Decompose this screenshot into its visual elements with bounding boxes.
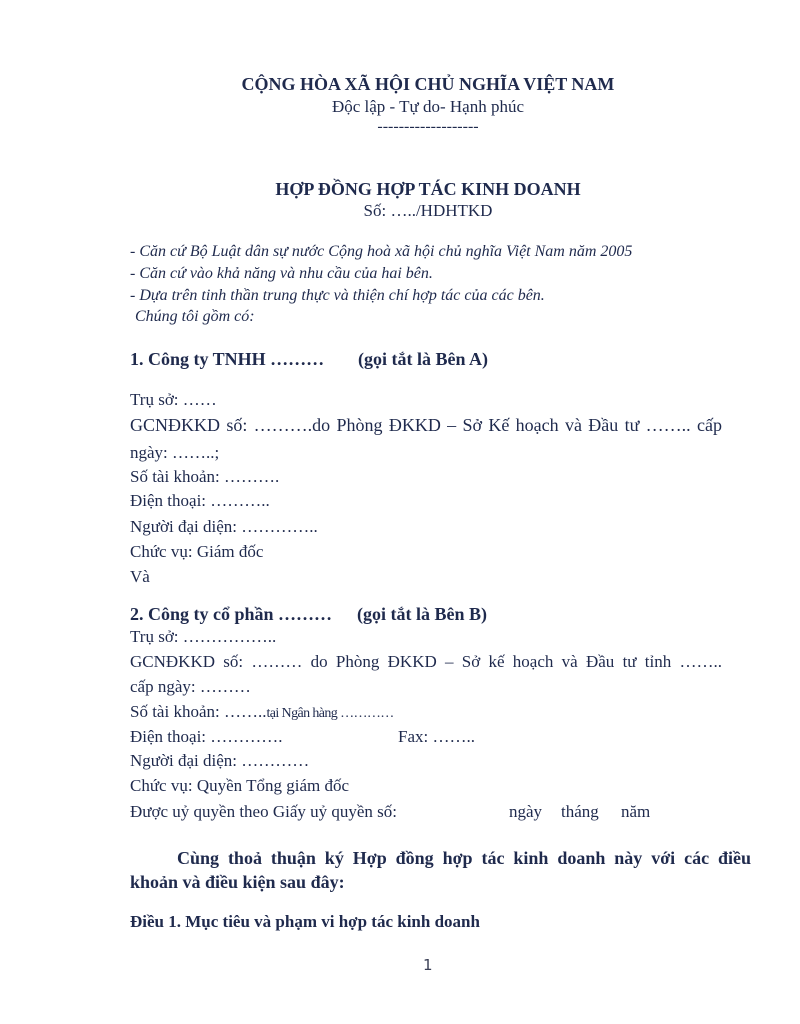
party-b-license: GCNĐKKD số: ……… do Phòng ĐKKD – Sở kế hoạch và Đầu tư tỉnh ……..	[130, 652, 722, 671]
party-b-phone: Điện thoại: ………….	[130, 727, 283, 746]
party-b-alias: (gọi tắt là Bên B)	[357, 604, 487, 624]
article-1-heading: Điều 1. Mục tiêu và phạm vi hợp tác kinh doanh	[130, 912, 480, 931]
party-a-address: Trụ sở: ……	[130, 390, 217, 409]
party-b-fax: Fax: ……..	[398, 727, 475, 746]
party-b-license-date: cấp ngày: ………	[130, 677, 251, 696]
party-a-license-date: ngày: ……..;	[130, 443, 220, 462]
party-a-alias: (gọi tắt là Bên A)	[358, 349, 488, 369]
agreement-line-2: khoản và điều kiện sau đây:	[130, 872, 345, 892]
agreement-line-1: Cùng thoả thuận ký Hợp đồng hợp tác kinh doanh này với các điều	[177, 848, 751, 868]
conjunction-and: Và	[130, 567, 150, 586]
preamble-item: - Căn cứ vào khả năng và nhu cầu của hai bên.	[130, 265, 433, 282]
party-b-auth-day: ngày	[509, 802, 543, 821]
preamble-item: - Dựa trên tinh thần trung thực và thiện chí hợp tác của các bên.	[130, 287, 545, 304]
header-separator: -------------------	[377, 118, 479, 135]
party-b-authorization: Được uỷ quyền theo Giấy uỷ quyền số:	[130, 802, 398, 821]
contract-number: Số: …../HDHTKD	[363, 201, 493, 220]
party-a-phone: Điện thoại: ………..	[130, 491, 270, 510]
preamble-item: - Căn cứ Bộ Luật dân sự nước Cộng hoà xã hội chủ nghĩa Việt Nam năm 2005	[130, 243, 633, 260]
party-b-auth-year: năm	[621, 802, 651, 821]
national-motto: Độc lập - Tự do- Hạnh phúc	[331, 97, 525, 116]
contract-title: HỢP ĐỒNG HỢP TÁC KINH DOANH	[275, 179, 581, 199]
party-a-license: GCNĐKKD số: ……….do Phòng ĐKKD – Sở Kế hoạch và Đầu tư …….. cấp	[130, 415, 722, 435]
party-a-account: Số tài khoản: ……….	[130, 467, 280, 486]
party-b-account	[130, 702, 394, 722]
preamble-intro: Chúng tôi gồm có:	[135, 308, 255, 325]
party-b-heading: 2. Công ty cổ phần ………	[130, 604, 333, 624]
party-a-heading: 1. Công ty TNHH ………	[130, 349, 325, 369]
country-heading: CỘNG HÒA XÃ HỘI CHỦ NGHĨA VIỆT NAM	[241, 74, 615, 94]
party-b-position: Chức vụ: Quyền Tổng giám đốc	[130, 776, 350, 795]
party-b-account-label: Số tài khoản: ……..	[130, 702, 267, 721]
party-a-position: Chức vụ: Giám đốc	[130, 542, 264, 561]
party-b-representative: Người đại diện: …………	[130, 751, 310, 770]
party-b-address: Trụ sở: ……………..	[130, 627, 277, 646]
party-b-auth-month: tháng	[561, 802, 599, 821]
page-number: 1	[423, 956, 433, 974]
party-a-representative: Người đại diện: …………..	[130, 517, 318, 536]
party-b-account-bank: tại Ngân hàng …………	[266, 706, 394, 721]
